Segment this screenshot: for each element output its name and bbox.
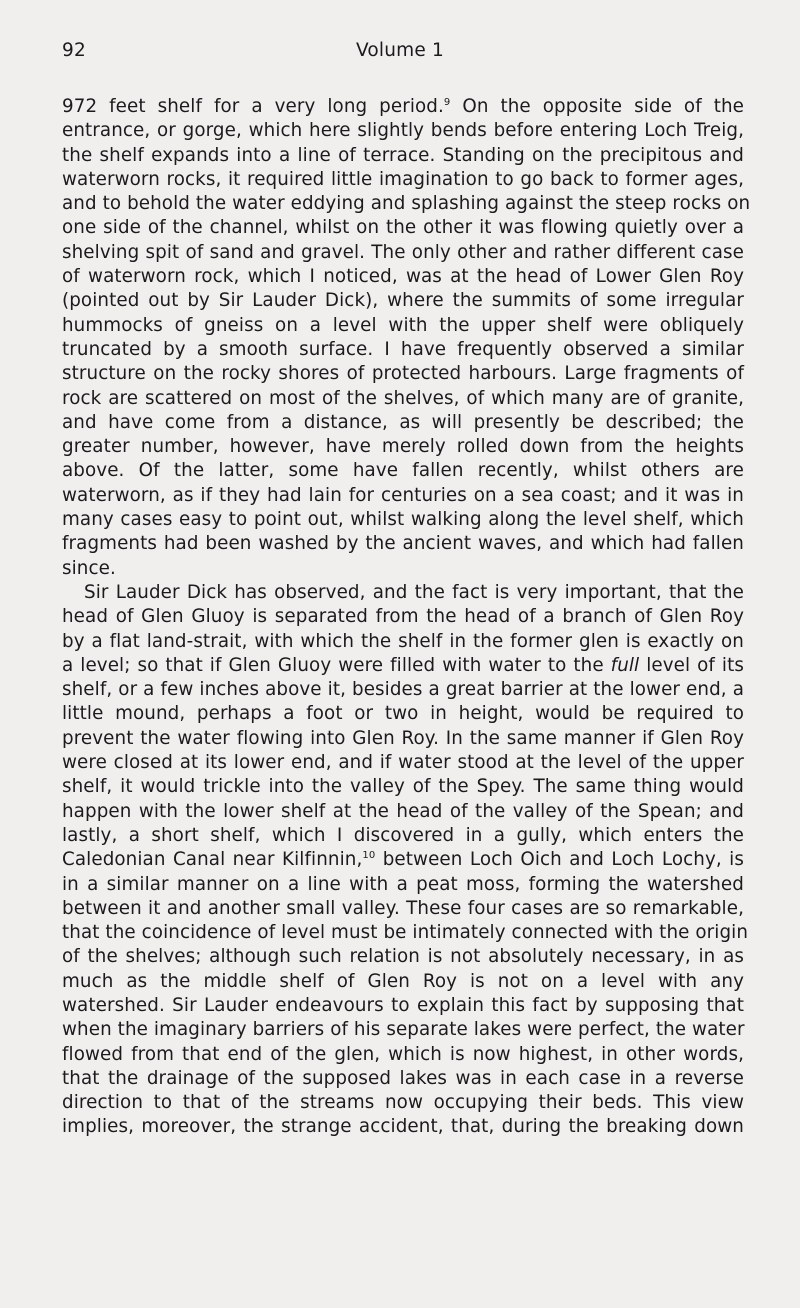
text-line: head of Glen Gluoy is separated from the head of a branch of Glen Roy [62, 606, 744, 628]
text-line: shelf, it would trickle into the valley of the Spey. The same thing would [62, 776, 744, 798]
text-line: truncated by a smooth surface. I have frequently observed a similar [62, 338, 744, 360]
text-line: rock are scattered on most of the shelves, of which many are of granite, [62, 387, 744, 409]
text-line: that the coincidence of level must be intimately connected with the origin [62, 922, 749, 944]
text-line: implies, moreover, the strange accident, that, during the breaking down [62, 1116, 744, 1138]
text-line: entrance, or gorge, which here slightly bends before entering Loch Treig, [62, 120, 744, 142]
text-line: waterworn rocks, it required little imagination to go back to former ages, [62, 168, 744, 190]
text-line: hummocks of gneiss on a level with the upper shelf were obliquely [62, 314, 744, 336]
text-line: of the shelves; although such relation is not absolutely necessary, in as [62, 946, 744, 968]
text-line: in a similar manner on a line with a peat moss, forming the watershed [62, 873, 744, 895]
text-line: Sir Lauder Dick has observed, and the fact is very important, that the [84, 581, 744, 603]
text-line: the shelf expands into a line of terrace. Standing on the precipitous and [62, 144, 744, 166]
text-line: Caledonian Canal near Kilfinnin,$^{10}$ between Loch Oich and Loch Lochy, is [62, 849, 744, 871]
text-line: and to behold the water eddying and splashing against the steep rocks on [62, 193, 751, 215]
footnote-marker: 9 [443, 97, 451, 108]
footnote-marker: 10 [362, 850, 376, 862]
text-line: when the imaginary barriers of his separate lakes were perfect, the water [62, 1019, 745, 1041]
running-head: Volume 1 [355, 40, 445, 61]
page-number: 92 [62, 40, 86, 61]
text-line: of waterworn rock, which I noticed, was at the head of Lower Glen Roy [62, 266, 744, 288]
emphasis: full [610, 654, 640, 676]
text-line: one side of the channel, whilst on the other it was flowing quietly over a [62, 217, 744, 239]
text-line: a level; so that if Glen Gluoy were filled with water to the full level of its [62, 654, 744, 676]
text-line: prevent the water flowing into Glen Roy. In the same manner if Glen Roy [62, 727, 744, 749]
text-line: by a flat land-strait, with which the shelf in the former glen is exactly on [62, 630, 744, 652]
text-line: waterworn, as if they had lain for centuries on a sea coast; and it was in [62, 484, 744, 506]
text-line: (pointed out by Sir Lauder Dick), where the summits of some irregular [62, 290, 744, 312]
text-line: greater number, however, have merely rolled down from the heights [62, 436, 744, 458]
text-line: fragments had been washed by the ancient waves, and which had fallen [62, 533, 744, 555]
text-line: were closed at its lower end, and if water stood at the level of the upper [62, 752, 744, 774]
text-line: direction to that of the streams now occupying their beds. This view [62, 1092, 744, 1114]
text-line: much as the middle shelf of Glen Roy is not on a level with any [62, 970, 744, 992]
text-line: watershed. Sir Lauder endeavours to explain this fact by supposing that [62, 994, 744, 1016]
text-line: and have come from a distance, as will presently be described; the [62, 411, 744, 433]
text-line: 972 feet shelf for a very long period.$^9$ On the opposite side of the [62, 96, 744, 117]
text-line: between it and another small valley. These four cases are so remarkable, [62, 897, 744, 919]
text-line: lastly, a short shelf, which I discovered in a gully, which enters the [62, 824, 744, 846]
text-line: above. Of the latter, some have fallen recently, whilst others are [62, 460, 744, 482]
text-line: that the drainage of the supposed lakes was in each case in a reverse [62, 1067, 744, 1089]
text-line: flowed from that end of the glen, which is now highest, in other words, [62, 1043, 744, 1065]
text-line: little mound, perhaps a foot or two in height, would be required to [62, 703, 744, 725]
page-header [62, 40, 738, 68]
text-line: shelving spit of sand and gravel. The only other and rather different case [62, 241, 744, 263]
text-line: structure on the rocky shores of protected harbours. Large fragments of [62, 363, 744, 385]
text-line: many cases easy to point out, whilst walking along the level shelf, which [62, 509, 744, 531]
text-line: since. [62, 557, 116, 579]
text-line: shelf, or a few inches above it, besides a great barrier at the lower end, a [62, 679, 744, 701]
body-text [62, 95, 751, 1140]
text-line: happen with the lower shelf at the head of the valley of the Spean; and [62, 800, 744, 822]
